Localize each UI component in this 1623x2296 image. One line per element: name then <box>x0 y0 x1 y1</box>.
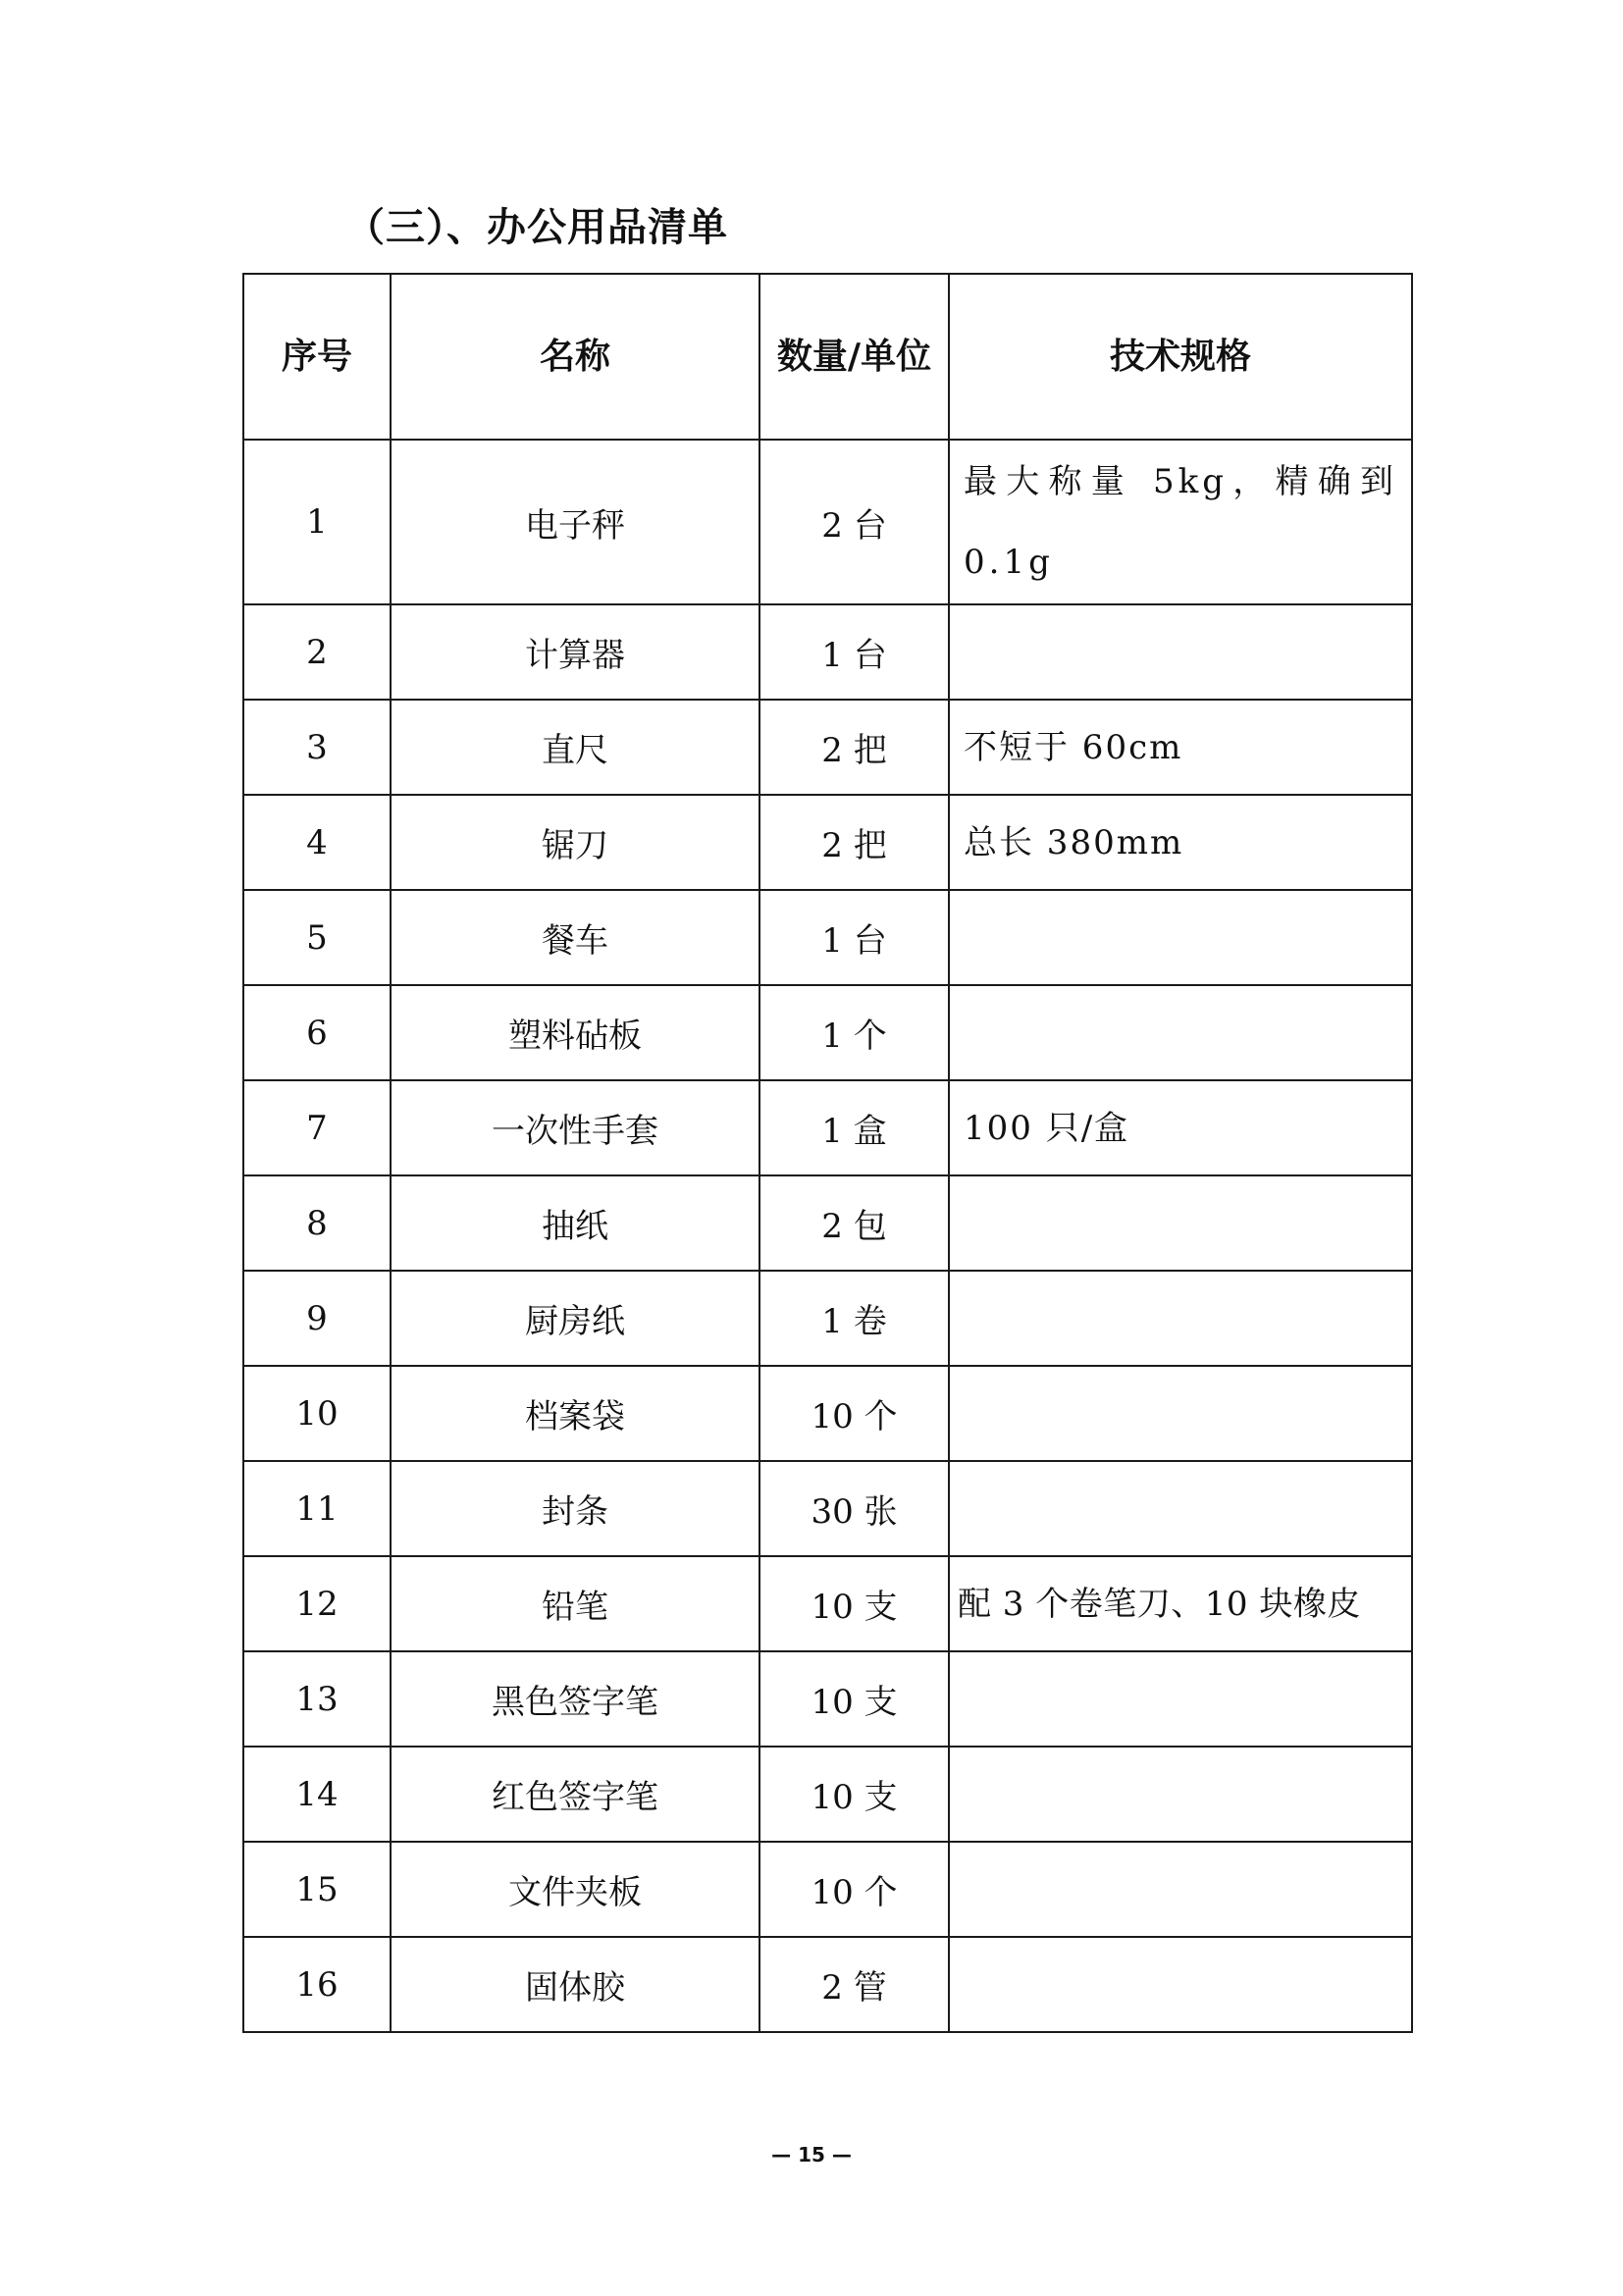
table-row <box>243 1651 1412 1747</box>
cell-name: 黑色签字笔 <box>391 1651 759 1747</box>
table-row <box>243 1556 1412 1651</box>
table-row <box>243 1366 1412 1461</box>
cell-spec: 100 只/盒 <box>949 1080 1412 1175</box>
table-row <box>243 1747 1412 1842</box>
table-row <box>243 985 1412 1080</box>
cell-name: 电子秤 <box>391 440 759 604</box>
cell-spec: 不短于 60cm <box>949 700 1412 795</box>
cell-index: 11 <box>243 1461 391 1556</box>
header-quantity-unit: 数量/单位 <box>759 274 949 440</box>
table-row <box>243 700 1412 795</box>
cell-spec <box>949 1461 1412 1556</box>
cell-name: 固体胶 <box>391 1937 759 2032</box>
cell-qty: 2 管 <box>759 1937 949 2032</box>
cell-name: 厨房纸 <box>391 1271 759 1366</box>
cell-index: 3 <box>243 700 391 795</box>
table-header-row <box>243 274 1412 440</box>
cell-index: 15 <box>243 1842 391 1937</box>
cell-index: 10 <box>243 1366 391 1461</box>
cell-qty: 2 把 <box>759 700 949 795</box>
table-row <box>243 1937 1412 2032</box>
cell-spec: 最大称量 5kg，精确到 0.1g <box>949 440 1412 604</box>
cell-index: 13 <box>243 1651 391 1747</box>
header-index: 序号 <box>243 274 391 440</box>
cell-index: 9 <box>243 1271 391 1366</box>
table-row <box>243 604 1412 700</box>
page-number: — 15 — <box>771 2143 852 2166</box>
cell-qty: 10 个 <box>759 1366 949 1461</box>
cell-spec <box>949 1842 1412 1937</box>
cell-spec <box>949 1651 1412 1747</box>
cell-name: 封条 <box>391 1461 759 1556</box>
cell-qty: 10 支 <box>759 1747 949 1842</box>
cell-name: 抽纸 <box>391 1175 759 1271</box>
cell-spec <box>949 1747 1412 1842</box>
section-title: （三）、办公用品清单 <box>345 205 728 250</box>
cell-name: 红色签字笔 <box>391 1747 759 1842</box>
cell-spec <box>949 604 1412 700</box>
cell-spec <box>949 1366 1412 1461</box>
cell-index: 5 <box>243 890 391 985</box>
cell-spec: 总长 380mm <box>949 795 1412 890</box>
table-row <box>243 440 1412 604</box>
cell-spec <box>949 985 1412 1080</box>
cell-index: 8 <box>243 1175 391 1271</box>
table-row <box>243 1461 1412 1556</box>
cell-index: 6 <box>243 985 391 1080</box>
cell-qty: 1 个 <box>759 985 949 1080</box>
table-row <box>243 1842 1412 1937</box>
cell-spec <box>949 1937 1412 2032</box>
cell-name: 档案袋 <box>391 1366 759 1461</box>
cell-name: 直尺 <box>391 700 759 795</box>
cell-qty: 1 台 <box>759 890 949 985</box>
table-row <box>243 795 1412 890</box>
header-spec: 技术规格 <box>949 274 1412 440</box>
cell-name: 计算器 <box>391 604 759 700</box>
cell-qty: 2 台 <box>759 440 949 604</box>
cell-index: 4 <box>243 795 391 890</box>
cell-qty: 2 包 <box>759 1175 949 1271</box>
cell-qty: 1 台 <box>759 604 949 700</box>
table-row <box>243 890 1412 985</box>
cell-index: 16 <box>243 1937 391 2032</box>
cell-spec: 配 3 个卷笔刀、10 块橡皮 <box>949 1556 1412 1651</box>
cell-spec <box>949 1175 1412 1271</box>
cell-index: 1 <box>243 440 391 604</box>
header-name: 名称 <box>391 274 759 440</box>
cell-index: 14 <box>243 1747 391 1842</box>
supplies-table <box>242 273 1413 2033</box>
cell-name: 铅笔 <box>391 1556 759 1651</box>
cell-name: 文件夹板 <box>391 1842 759 1937</box>
cell-spec <box>949 1271 1412 1366</box>
cell-qty: 10 支 <box>759 1651 949 1747</box>
cell-qty: 1 盒 <box>759 1080 949 1175</box>
cell-name: 锯刀 <box>391 795 759 890</box>
cell-index: 2 <box>243 604 391 700</box>
cell-name: 餐车 <box>391 890 759 985</box>
cell-index: 12 <box>243 1556 391 1651</box>
cell-spec <box>949 890 1412 985</box>
cell-name: 塑料砧板 <box>391 985 759 1080</box>
cell-qty: 10 个 <box>759 1842 949 1937</box>
cell-qty: 1 卷 <box>759 1271 949 1366</box>
cell-qty: 30 张 <box>759 1461 949 1556</box>
cell-name: 一次性手套 <box>391 1080 759 1175</box>
table-row <box>243 1175 1412 1271</box>
cell-qty: 2 把 <box>759 795 949 890</box>
table-row <box>243 1080 1412 1175</box>
table-row <box>243 1271 1412 1366</box>
cell-index: 7 <box>243 1080 391 1175</box>
cell-qty: 10 支 <box>759 1556 949 1651</box>
